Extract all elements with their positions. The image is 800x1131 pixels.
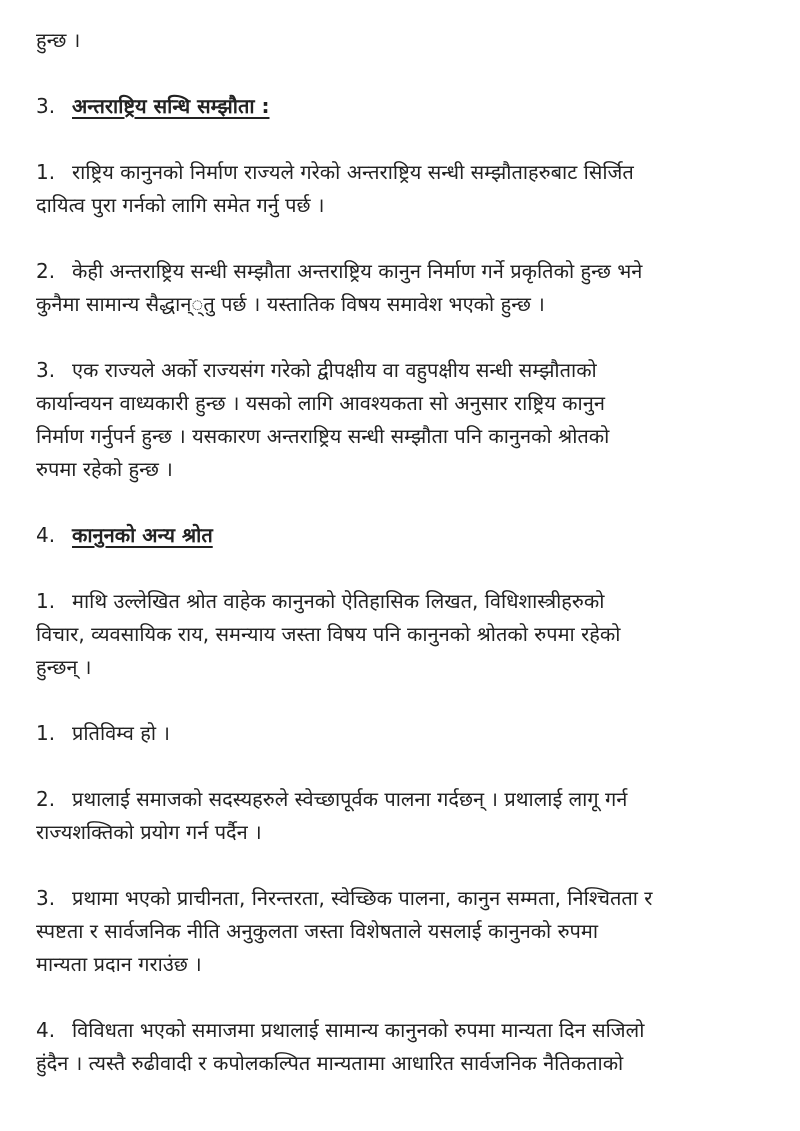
paragraph-line: राज्यशक्तिको प्रयोग गर्न पर्दैन । — [36, 820, 262, 844]
section-number: 4. — [36, 523, 56, 547]
paragraph-line: मान्यता प्रदान गराउंछ । — [36, 952, 202, 976]
paragraph-line: कार्यान्वयन वाध्यकारी हुन्छ । यसको लागि आवश्यकता सो अनुसार राष्ट्रिय कानुन — [36, 391, 605, 415]
section-number: 3. — [36, 94, 56, 118]
list-number: 2. — [36, 787, 56, 811]
section-title: कानुनको अन्य श्रोत — [72, 523, 213, 547]
paragraph-line: 3. एक राज्यले अर्को राज्यसंग गरेको द्वीपक्षीय वा वहुपक्षीय सन्धी सम्झौताको — [36, 354, 764, 387]
section-title: अन्तराष्ट्रिय सन्धि सम्झौता : — [72, 94, 270, 118]
paragraph-line: हुन्छन् । — [36, 655, 92, 679]
list-number: 3. — [36, 358, 56, 382]
list-number: 2. — [36, 259, 56, 283]
paragraph-line: निर्माण गर्नुपर्न हुन्छ । यसकारण अन्तराष्ट्रिय सन्धी सम्झौता पनि कानुनको श्रोतको — [36, 424, 610, 448]
paragraph-line: हुंदैन । त्यस्तै रुढीवादी र कपोलकल्पित मान्यतामा आधारित सार्वजनिक नैतिकताको — [36, 1051, 624, 1075]
section-heading — [36, 519, 764, 552]
paragraph-line: 3. प्रथामा भएको प्राचीनता, निरन्तरता, स्वेच्छिक पालना, कानुन सम्मता, निश्चितता र — [36, 882, 764, 915]
list-number: 4. — [36, 1018, 56, 1042]
section-heading — [36, 90, 764, 123]
paragraph-line: 1. माथि उल्लेखित श्रोत वाहेक कानुनको ऐतिहासिक लिखत, विधिशास्त्रीहरुको — [36, 585, 764, 618]
paragraph-line: स्पष्टता र सार्वजनिक नीति अनुकुलता जस्ता विशेषताले यसलाई कानुनको रुपमा — [36, 919, 599, 943]
paragraph-line: 1. प्रतिविम्व हो । — [36, 717, 764, 750]
document-page — [36, 24, 764, 1080]
paragraph-line: 2. प्रथालाई समाजको सदस्यहरुले स्वेच्छापूर्वक पालना गर्दछन् । प्रथालाई लागू गर्न — [36, 783, 764, 816]
paragraph-line: विचार, व्यवसायिक राय, समन्याय जस्ता विषय पनि कानुनको श्रोतको रुपमा रहेको — [36, 622, 621, 646]
list-number: 3. — [36, 886, 56, 910]
paragraph-line: 2. केही अन्तराष्ट्रिय सन्धी सम्झौता अन्तराष्ट्रिय कानुन निर्माण गर्ने प्रकृतिको हुन्छ भने — [36, 255, 764, 288]
paragraph-line: 4. विविधता भएको समाजमा प्रथालाई सामान्य कानुनको रुपमा मान्यता दिन सजिलो — [36, 1014, 764, 1047]
paragraph-line: रुपमा रहेको हुन्छ । — [36, 457, 173, 481]
text-line: हुन्छ । — [36, 28, 81, 52]
list-number: 1. — [36, 160, 56, 184]
paragraph-line: दायित्व पुरा गर्नको लागि समेत गर्नु पर्छ । — [36, 193, 325, 217]
list-number: 1. — [36, 721, 56, 745]
list-number: 1. — [36, 589, 56, 613]
paragraph-line: 1. राष्ट्रिय कानुनको निर्माण राज्यले गरेको अन्तराष्ट्रिय सन्धी सम्झौताहरुबाट सिर्जित — [36, 156, 764, 189]
paragraph-line: कुनैमा सामान्य सैद्धान््तु पर्छ । यस्तातिक विषय समावेश भएको हुन्छ । — [36, 292, 545, 316]
